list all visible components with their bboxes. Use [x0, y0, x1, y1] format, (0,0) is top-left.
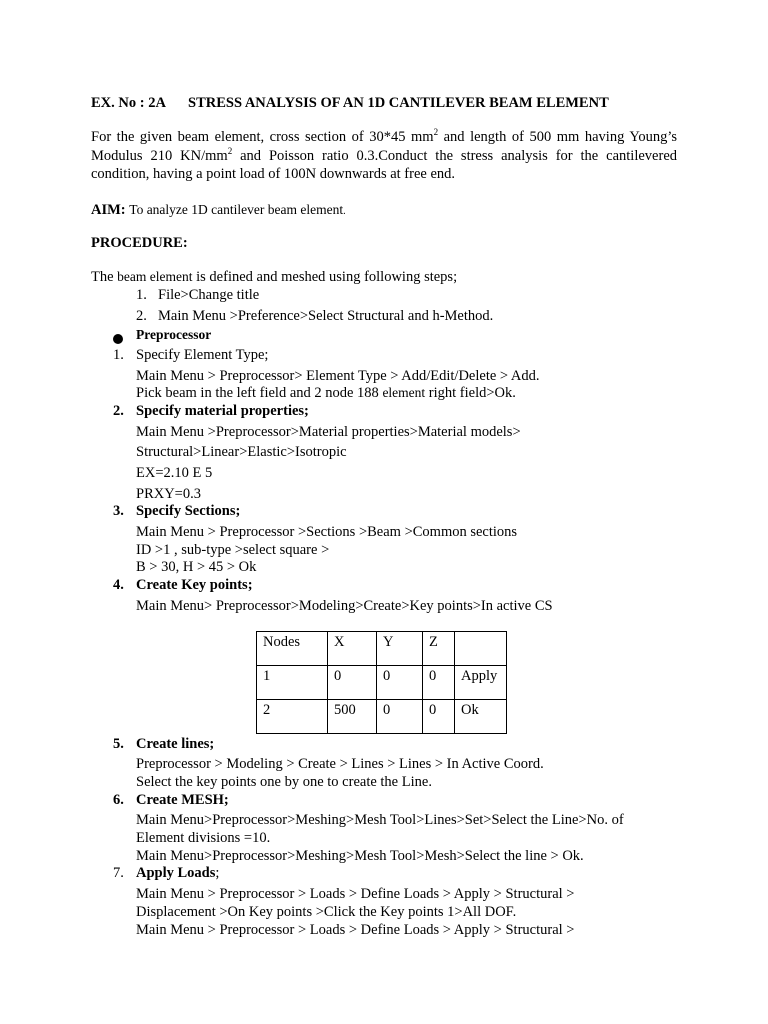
step-6-line-3: Main Menu>Preprocessor>Meshing>Mesh Tool>Mesh>Select the line > Ok.: [136, 848, 584, 864]
step-7-line-3: Main Menu > Preprocessor > Loads > Define Loads > Apply > Structural >: [136, 922, 575, 938]
procedure-heading: PROCEDURE:: [91, 235, 188, 251]
table-cell: 0: [328, 666, 377, 700]
table-header-cell: [455, 632, 507, 666]
step-4-title: Create Key points;: [136, 577, 253, 593]
table-header-cell: X: [328, 632, 377, 666]
table-header-cell: Z: [423, 632, 455, 666]
step-2-line-4: PRXY=0.3: [136, 486, 201, 502]
step-4-num: 4.: [113, 577, 124, 593]
step-3-line-1: Main Menu > Preprocessor >Sections >Beam >Common sections: [136, 524, 518, 540]
intro-paragraph: For the given beam element, cross section of 30*45 $mm^2$ and length of 500 mm having Young’s Modulus 210 $KN/mm^2$ and Poisson ratio 0.3.Conduct the stress analysis for the cantilevered condition, having a point load of 100N downwards at free end.: [91, 127, 678, 182]
step-1-title: Specify Element Type;: [136, 347, 269, 363]
step-2-num: 2.: [113, 403, 124, 419]
aim-line: AIM: To analyze 1D cantilever beam element.: [91, 202, 346, 218]
step-2-line-3: EX=2.10 E 5: [136, 465, 213, 481]
step-1-line-1: Main Menu > Preprocessor> Element Type > Add/Edit/Delete > Add.: [136, 368, 540, 384]
table-cell: 2: [257, 700, 328, 734]
table-header-row: [257, 632, 507, 666]
step-5-title: Create lines;: [136, 736, 215, 752]
step-7-num: 7.: [113, 865, 124, 881]
table-row: [257, 700, 507, 734]
step-1-num: 1.: [113, 347, 124, 363]
table-cell: 0: [423, 700, 455, 734]
pre-step-1-text: File>Change title: [158, 287, 260, 303]
step-3-title: Specify Sections;: [136, 503, 241, 519]
exercise-number: EX. No : 2A: [91, 95, 166, 111]
step-3-line-2: ID >1 , sub-type >select square >: [136, 542, 330, 558]
step-7-line-2: Displacement >On Key points >Click the Key points 1>All DOF.: [136, 904, 517, 920]
procedure-intro: The beam element is defined and meshed using following steps;: [91, 269, 458, 285]
pre-step-2-text: Main Menu >Preference>Select Structural and h-Method.: [158, 308, 494, 324]
step-6-num: 6.: [113, 792, 124, 808]
step-7-line-1: Main Menu > Preprocessor > Loads > Define Loads > Apply > Structural >: [136, 886, 575, 902]
step-3-line-3: B > 30, H > 45 > Ok: [136, 559, 257, 575]
step-6-title: Create MESH;: [136, 792, 229, 808]
preprocessor-bullet: Preprocessor: [136, 327, 212, 342]
step-7-title: Apply Loads;: [136, 865, 220, 881]
pre-step-1-num: 1.: [136, 287, 147, 303]
table-cell: Apply: [455, 666, 507, 700]
table-cell: 1: [257, 666, 328, 700]
step-5-line-1: Preprocessor > Modeling > Create > Lines > Lines > In Active Coord.: [136, 756, 544, 772]
step-3-num: 3.: [113, 503, 124, 519]
step-2-title: Specify material properties;: [136, 403, 309, 419]
table-row: [257, 666, 507, 700]
pre-step-2-num: 2.: [136, 308, 147, 324]
page-title: STRESS ANALYSIS OF AN 1D CANTILEVER BEAM ELEMENT: [188, 95, 609, 111]
table-header-cell: Nodes: [257, 632, 328, 666]
step-5-line-2: Select the key points one by one to create the Line.: [136, 774, 432, 790]
keypoints-table: [256, 631, 507, 734]
step-2-line-2: Structural>Linear>Elastic>Isotropic: [136, 444, 347, 460]
step-5-num: 5.: [113, 736, 124, 752]
table-header-cell: Y: [377, 632, 423, 666]
step-2-line-1: Main Menu >Preprocessor>Material properties>Material models>: [136, 424, 521, 440]
table-cell: 0: [423, 666, 455, 700]
table-cell: 500: [328, 700, 377, 734]
step-6-line-1: Main Menu>Preprocessor>Meshing>Mesh Tool>Lines>Set>Select the Line>No. of: [136, 812, 624, 828]
table-cell: Ok: [455, 700, 507, 734]
step-1-line-2: Pick beam in the left field and 2 node 188 element right field>Ok.: [136, 385, 516, 401]
step-6-line-2: Element divisions =10.: [136, 830, 271, 846]
table-cell: 0: [377, 700, 423, 734]
table-cell: 0: [377, 666, 423, 700]
step-4-line-1: Main Menu> Preprocessor>Modeling>Create>Key points>In active CS: [136, 598, 553, 614]
